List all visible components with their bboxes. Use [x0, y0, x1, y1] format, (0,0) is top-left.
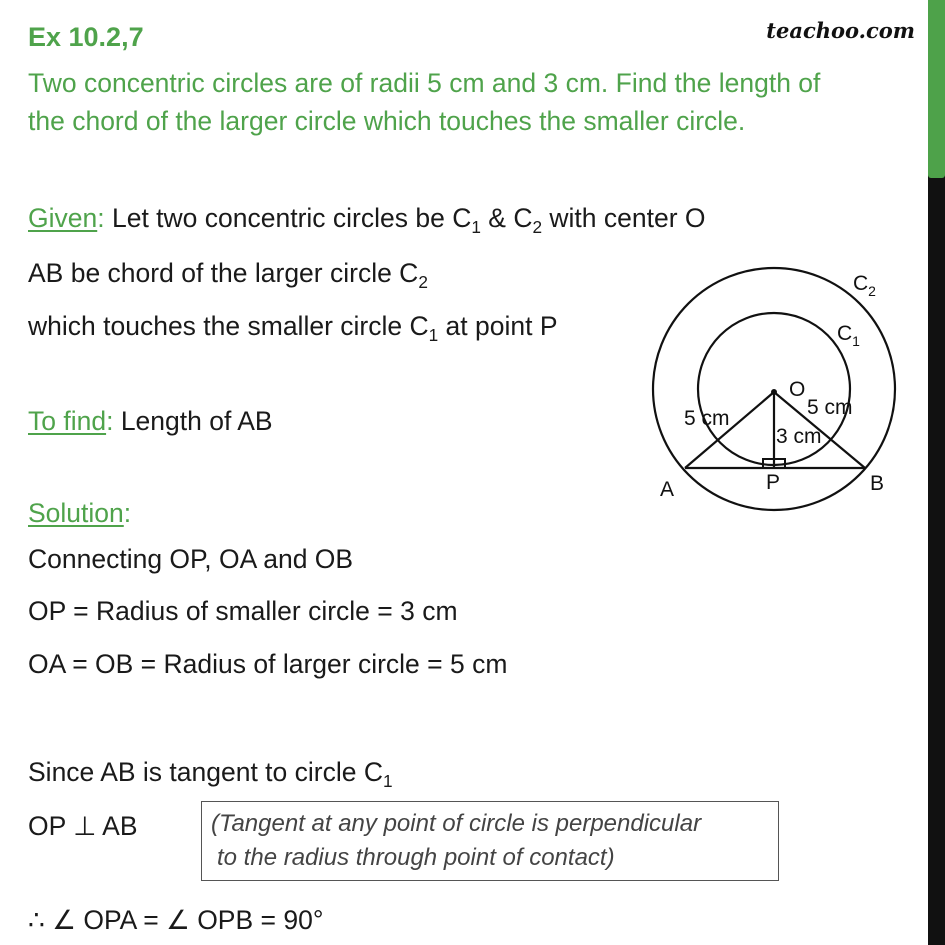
label-c1: $C_1$: [837, 322, 860, 349]
given-line-2-sub: 2: [418, 272, 428, 293]
solution-heading: [28, 498, 131, 529]
label-p: P: [766, 471, 781, 494]
solution-line-5: OP ⊥ AB: [28, 811, 138, 841]
given-line-2-text: AB be chord of the larger circle C: [28, 258, 419, 288]
brand-logo: teachoo.com: [766, 18, 915, 43]
given-line-3: [28, 311, 558, 346]
label-b: B: [870, 472, 885, 495]
given-label: Given: [28, 203, 98, 233]
label-op-length: 3 cm: [776, 425, 822, 448]
label-a: A: [660, 478, 675, 501]
given-text-c: with center O: [542, 203, 706, 233]
given-line-1: [28, 203, 706, 238]
given-sub-1: 1: [471, 217, 481, 238]
given-sub-2: 2: [532, 217, 543, 238]
label-c2: $C_2$: [853, 272, 876, 299]
reason-note-box: [201, 801, 779, 881]
solution-line-3: OA = OB = Radius of larger circle = 5 cm: [28, 649, 508, 679]
to-find-label: To find: [28, 406, 107, 436]
solution-label: Solution: [28, 498, 124, 528]
to-find-text: Length of AB: [113, 406, 273, 436]
given-colon: :: [97, 203, 105, 233]
given-line-3-text: which touches the smaller circle C: [28, 311, 429, 341]
given-text-b: & C: [480, 203, 533, 233]
concentric-circles-figure: [640, 255, 910, 515]
solution-line-4-sub: 1: [382, 771, 393, 792]
label-oa-length: 5 cm: [684, 407, 730, 430]
center-point-o: [771, 389, 777, 395]
solution-line-2: OP = Radius of smaller circle = 3 cm: [28, 596, 458, 626]
question-line-1: Two concentric circles are of radii 5 cm and 3 cm. Find the length of: [28, 68, 821, 98]
label-ob-length: 5 cm: [807, 396, 853, 419]
solution-line-4: [28, 757, 393, 792]
exercise-title: Ex 10.2,7: [28, 22, 144, 52]
to-find-colon: :: [106, 406, 114, 436]
given-line-2: [28, 258, 428, 293]
reason-note-line-1: (Tangent at any point of circle is perpendicular: [211, 810, 702, 837]
reason-note-line-2: to the radius through point of contact): [217, 844, 615, 871]
given-text-a: Let two concentric circles be C: [104, 203, 472, 233]
given-line-3-sub: 1: [428, 325, 439, 346]
solution-line-4-text: Since AB is tangent to circle C: [28, 757, 383, 787]
to-find-line: [28, 406, 273, 437]
solution-line-6: ∴ ∠ OPA = ∠ OPB = 90°: [28, 905, 324, 935]
label-o: O: [789, 378, 806, 401]
solution-colon: :: [123, 498, 132, 528]
question-line-2: the chord of the larger circle which touches the smaller circle.: [28, 106, 746, 136]
solution-line-1: Connecting OP, OA and OB: [28, 544, 354, 574]
given-line-3-end: at point P: [438, 311, 558, 341]
scrollbar-thumb[interactable]: [928, 0, 945, 178]
